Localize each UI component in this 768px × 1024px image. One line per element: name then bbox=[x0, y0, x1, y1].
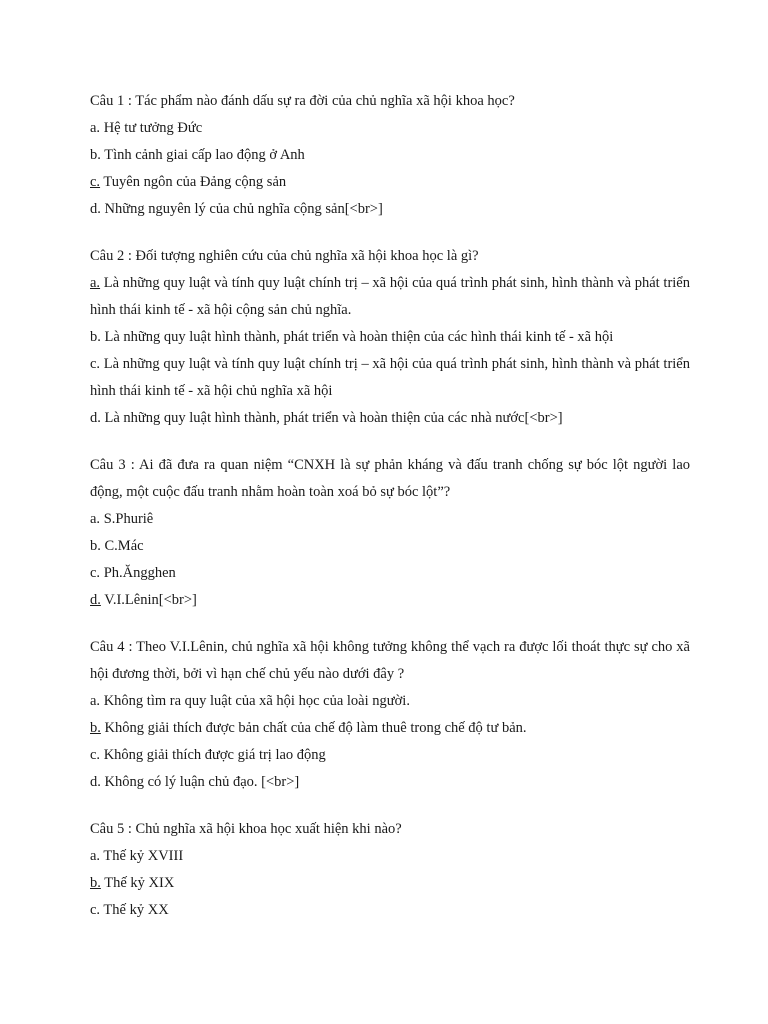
option-d bbox=[90, 587, 690, 614]
option-text: Ph.Ăngghen bbox=[100, 565, 176, 581]
option-a bbox=[90, 506, 690, 533]
question-1 bbox=[90, 88, 690, 223]
question-4 bbox=[90, 634, 690, 796]
option-letter: a. bbox=[90, 511, 101, 527]
document-page bbox=[90, 88, 690, 944]
option-letter: d. bbox=[90, 410, 101, 426]
option-letter-correct: c. bbox=[90, 174, 101, 190]
question-2 bbox=[90, 243, 690, 432]
question-text: Câu 2 : Đối tượng nghiên cứu của chủ nghĩa xã hội khoa học là gì? bbox=[90, 248, 479, 264]
option-b bbox=[90, 142, 690, 169]
option-text: S.Phuriê bbox=[100, 511, 154, 527]
question-3 bbox=[90, 452, 690, 614]
option-text: Thế kỷ XIX bbox=[100, 875, 175, 891]
option-letter: c. bbox=[90, 747, 101, 763]
question-5 bbox=[90, 816, 690, 924]
option-c bbox=[90, 351, 690, 405]
option-c bbox=[90, 897, 690, 924]
option-letter: a. bbox=[90, 120, 101, 136]
option-text: Là những quy luật hình thành, phát triển và hoàn thiện của các nhà nước[<br>] bbox=[100, 410, 563, 426]
question-text: Câu 4 : Theo V.I.Lênin, chủ nghĩa xã hội không tưởng không thể vạch ra được lối thoát thực sự cho xã hội đương thời, bởi vì hạn chế chủ yếu nào dưới đây ? bbox=[90, 639, 690, 682]
option-letter: d. bbox=[90, 774, 101, 790]
option-letter-correct: b. bbox=[90, 720, 101, 736]
option-a bbox=[90, 270, 690, 324]
option-text: V.I.Lênin[<br>] bbox=[100, 592, 197, 608]
option-a bbox=[90, 843, 690, 870]
option-text: Là những quy luật hình thành, phát triển và hoàn thiện của các hình thái kinh tế - xã hội bbox=[100, 329, 614, 345]
option-text: Thế kỷ XVIII bbox=[100, 848, 184, 864]
option-text: C.Mác bbox=[100, 538, 144, 554]
option-text: Những nguyên lý của chủ nghĩa cộng sản[<br>] bbox=[100, 201, 383, 217]
option-letter: c. bbox=[90, 902, 101, 918]
option-b bbox=[90, 715, 690, 742]
option-text: Không tìm ra quy luật của xã hội học của loài người. bbox=[100, 693, 410, 709]
option-text: Là những quy luật và tính quy luật chính trị – xã hội của quá trình phát sinh, hình thành và phát triển hình thái kinh tế - xã hội cộng sản chủ nghĩa. bbox=[90, 275, 690, 318]
question-text: Câu 3 : Ai đã đưa ra quan niệm “CNXH là sự phản kháng và đấu tranh chống sự bóc lột người lao động, một cuộc đấu tranh nhằm hoàn toàn xoá bỏ sự bóc lột”? bbox=[90, 457, 690, 500]
option-text: Không có lý luận chủ đạo. [<br>] bbox=[100, 774, 300, 790]
option-text: Hệ tư tưởng Đức bbox=[100, 120, 203, 136]
option-b bbox=[90, 533, 690, 560]
question-text: Câu 5 : Chủ nghĩa xã hội khoa học xuất hiện khi nào? bbox=[90, 821, 402, 837]
option-letter-correct: d. bbox=[90, 592, 101, 608]
option-letter: b. bbox=[90, 329, 101, 345]
option-letter-correct: b. bbox=[90, 875, 101, 891]
option-d bbox=[90, 405, 690, 432]
option-text: Tuyên ngôn của Đảng cộng sản bbox=[100, 174, 287, 190]
option-letter: a. bbox=[90, 848, 101, 864]
option-letter: c. bbox=[90, 565, 101, 581]
option-letter-correct: a. bbox=[90, 275, 101, 291]
option-letter: d. bbox=[90, 201, 101, 217]
option-a bbox=[90, 115, 690, 142]
option-a bbox=[90, 688, 690, 715]
option-d bbox=[90, 196, 690, 223]
option-text: Tình cảnh giai cấp lao động ở Anh bbox=[100, 147, 305, 163]
option-c bbox=[90, 560, 690, 587]
option-c bbox=[90, 742, 690, 769]
option-text: Là những quy luật và tính quy luật chính trị – xã hội của quá trình phát sinh, hình thành và phát triển hình thái kinh tế - xã hội chủ nghĩa xã hội bbox=[90, 356, 690, 399]
option-letter: b. bbox=[90, 147, 101, 163]
option-d bbox=[90, 769, 690, 796]
option-b bbox=[90, 324, 690, 351]
option-letter: b. bbox=[90, 538, 101, 554]
option-letter: c. bbox=[90, 356, 101, 372]
option-letter: a. bbox=[90, 693, 101, 709]
question-text: Câu 1 : Tác phẩm nào đánh dấu sự ra đời của chủ nghĩa xã hội khoa học? bbox=[90, 93, 515, 109]
option-c bbox=[90, 169, 690, 196]
option-text: Không giải thích được bản chất của chế độ làm thuê trong chế độ tư bản. bbox=[100, 720, 527, 736]
option-text: Không giải thích được giá trị lao động bbox=[100, 747, 326, 763]
option-b bbox=[90, 870, 690, 897]
option-text: Thế kỷ XX bbox=[100, 902, 169, 918]
